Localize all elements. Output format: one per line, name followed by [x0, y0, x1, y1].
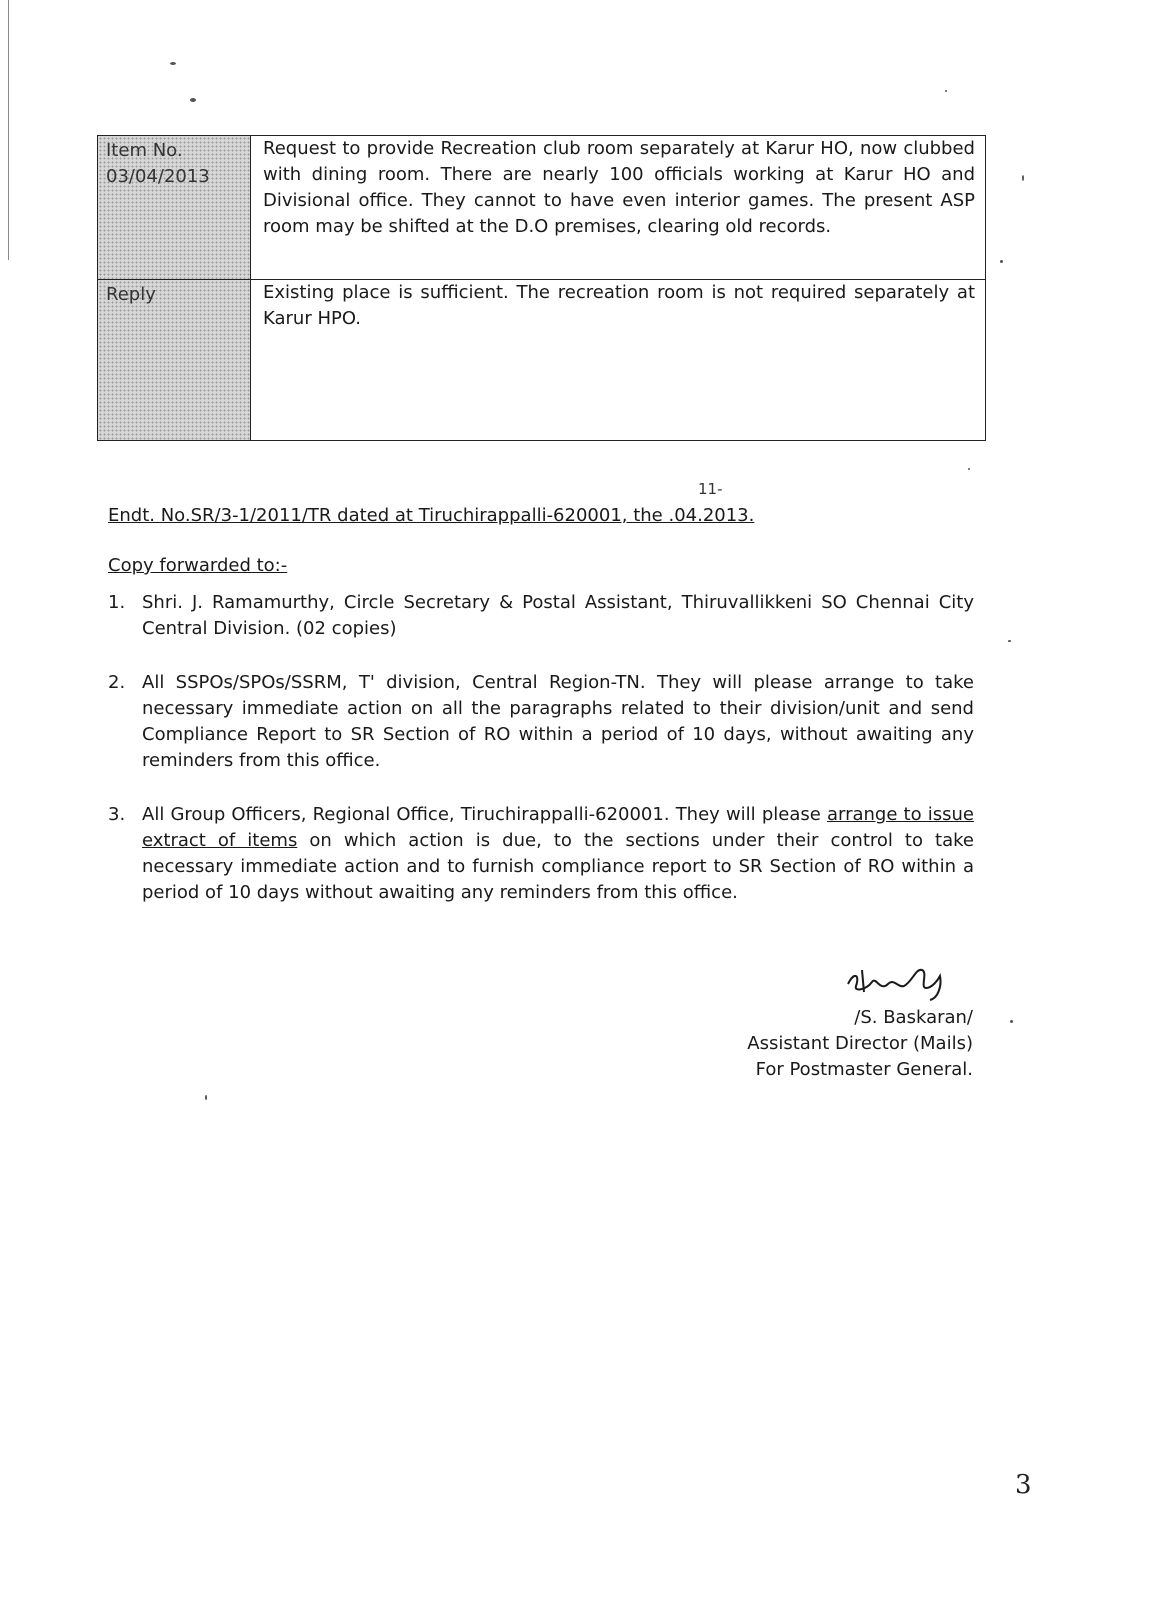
signatory-name: /S. Baskaran/ — [854, 1007, 973, 1028]
scan-speck — [1000, 260, 1003, 263]
scan-speck — [968, 468, 970, 470]
copy-forwarded-heading: Copy forwarded to:- — [108, 555, 288, 576]
reply-label: Reply — [106, 284, 156, 305]
list-item — [108, 590, 974, 642]
scan-edge-line — [8, 0, 9, 260]
scan-speck — [170, 62, 176, 65]
list-item-text: Shri. J. Ramamurthy, Circle Secretary & Postal Assistant, Thiruvallikkeni SO Chennai City Central Division. (02 copies) — [142, 592, 974, 639]
endorsement-line: Endt. No.SR/3-1/2011/TR dated at Tiruchirappalli-620001, the .04.2013. — [108, 505, 755, 526]
reply-text: Existing place is sufficient. The recreation room is not required separately at Karur HPO. — [251, 280, 986, 441]
scan-speck — [1010, 1020, 1013, 1023]
scan-speck — [1008, 640, 1011, 642]
signatory-designation: Assistant Director (Mails) — [747, 1033, 973, 1054]
list-item-number: 2. — [108, 672, 126, 693]
handwritten-signature — [842, 962, 952, 1002]
item-request-text: Request to provide Recreation club room separately at Karur HO, now clubbed with dining room. There are nearly 100 officials working at Karur HO and Divisional office. They cannot to have even interior games. The present ASP room may be shifted at the D.O premises, clearing old records. — [251, 136, 986, 280]
list-item-text-end: on which action is due, to the sections under their control to take necessary immediate action and to furnish compliance report to SR Section of RO within a period of 10 days without awaiting any reminders from this office. — [142, 830, 974, 903]
page-number: 3 — [1015, 1470, 1032, 1500]
scan-speck — [190, 98, 196, 102]
reply-label-cell — [98, 280, 251, 441]
table-row — [98, 280, 986, 441]
handwritten-date-mark: 11- — [698, 480, 723, 498]
list-item-underlined-phrase: arrange to issue extract of items — [142, 804, 974, 851]
scan-speck — [945, 90, 947, 92]
item-label-cell — [98, 136, 251, 280]
item-number-label: Item No. — [106, 140, 183, 161]
list-item-text-start: All Group Officers, Regional Office, Tiruchirappalli-620001. They will please — [142, 804, 827, 825]
scan-speck — [205, 1095, 207, 1100]
list-item — [108, 670, 974, 774]
scan-speck — [1022, 175, 1024, 181]
item-date-label: 03/04/2013 — [106, 166, 210, 187]
list-item-number: 1. — [108, 592, 126, 613]
table-row — [98, 136, 986, 280]
list-item-number: 3. — [108, 804, 126, 825]
signature-block — [747, 1005, 973, 1083]
list-item-text — [142, 802, 974, 906]
item-table — [97, 135, 986, 441]
list-item-text: All SSPOs/SPOs/SSRM, T' division, Central Region-TN. They will please arrange to take necessary immediate action on all the paragraphs related to their division/unit and send Compliance Report to SR Section of RO within a period of 10 days, without awaiting any reminders from this office. — [142, 672, 974, 771]
list-item — [108, 802, 974, 906]
signatory-on-behalf: For Postmaster General. — [755, 1059, 973, 1080]
